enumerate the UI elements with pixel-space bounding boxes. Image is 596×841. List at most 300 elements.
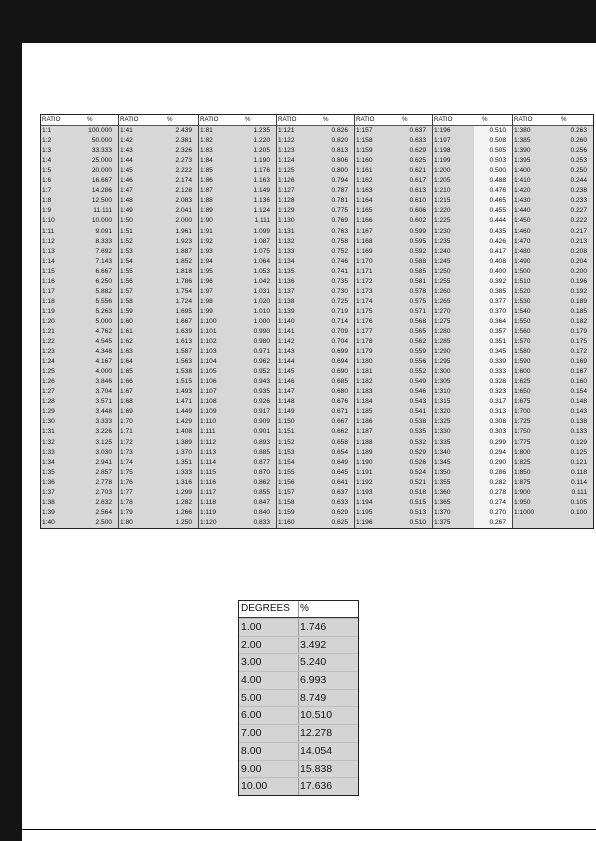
percent-value: 16.667: [91, 177, 112, 185]
ratio-value: 1:345: [434, 458, 451, 466]
ratio-column-group: [199, 115, 277, 528]
ratio-row: [41, 478, 118, 488]
ratio-row: [513, 146, 593, 156]
ratio-value: 1:74: [120, 458, 133, 466]
ratio-value: 1:44: [120, 157, 133, 165]
ratio-value: 1:137: [278, 287, 295, 295]
percent-value: 0.826: [331, 127, 348, 135]
ratio-row: [433, 337, 512, 347]
percent-value: 2.174: [175, 177, 192, 185]
ratio-row: [199, 287, 276, 297]
ratio-row: [119, 176, 198, 186]
ratio-value: 1:220: [434, 207, 451, 215]
ratio-row: [119, 488, 198, 498]
ratio-value: 1:132: [278, 237, 295, 245]
ratio-row: [41, 387, 118, 397]
ratio-value: 1:190: [356, 458, 373, 466]
ratio-value: 1:70: [120, 418, 133, 426]
ratio-row: [119, 458, 198, 468]
percent-value: 0.143: [570, 408, 587, 416]
percent-value: 0.385: [474, 287, 512, 297]
percent-value: 0.704: [331, 338, 348, 346]
ratio-row: [41, 216, 118, 226]
ratio-value: 1:113: [200, 448, 217, 456]
ratio-value: 1:150: [278, 418, 295, 426]
ratio-value: 1:850: [514, 468, 531, 476]
ratio-value: 1:144: [278, 358, 295, 366]
percent-value: 0.685: [331, 378, 348, 386]
ratio-column-header: RATIO: [200, 116, 219, 123]
ratio-row: [119, 317, 198, 327]
percent-value: 0.621: [409, 167, 426, 175]
ratio-row: [199, 267, 276, 277]
ratio-value: 1:36: [42, 478, 55, 486]
ratio-row: [41, 196, 118, 206]
ratio-value: 1:265: [434, 297, 451, 305]
ratio-value: 1:230: [434, 227, 451, 235]
ratio-value: 1:1: [42, 127, 52, 135]
ratio-value: 1:450: [514, 217, 531, 225]
percent-value: 2.857: [95, 468, 112, 476]
ratio-row: [433, 397, 512, 407]
percent-value: 0.167: [570, 368, 587, 376]
percent-value: 0.719: [331, 307, 348, 315]
ratio-row: [199, 337, 276, 347]
percent-value: 1.754: [175, 287, 192, 295]
ratio-value: 1:325: [434, 418, 451, 426]
degrees-row: [239, 777, 358, 795]
percent-value: 0.290: [474, 458, 512, 468]
ratio-value: 1:28: [42, 398, 55, 406]
ratio-value: 1:290: [434, 348, 451, 356]
ratio-value: 1:340: [434, 448, 451, 456]
percent-value: 0.400: [474, 267, 512, 277]
percent-value: 0.855: [253, 488, 270, 496]
percent-value: 0.426: [474, 237, 512, 247]
ratio-row: [513, 458, 593, 468]
percent-value: 3.846: [95, 378, 112, 386]
ratio-row: [433, 427, 512, 437]
ratio-value: 1:56: [120, 277, 133, 285]
ratio-row: [199, 458, 276, 468]
ratio-row: [513, 498, 593, 508]
percent-value: 8.333: [95, 237, 112, 245]
percent-value: 4.545: [95, 338, 112, 346]
ratio-row: [277, 427, 354, 437]
ratio-row: [199, 417, 276, 427]
ratio-value: 1:105: [200, 368, 217, 376]
percent-value: 0.282: [474, 478, 512, 488]
percent-value: 1.724: [175, 297, 192, 305]
ratio-row: [513, 186, 593, 196]
ratio-row: [277, 166, 354, 176]
ratio-row: [277, 176, 354, 186]
percent-value: 0.233: [570, 197, 587, 205]
ratio-value: 1:139: [278, 307, 295, 315]
ratio-value: 1:725: [514, 418, 531, 426]
ratio-value: 1:194: [356, 498, 373, 506]
ratio-row: [41, 267, 118, 277]
percent-value: 0.725: [331, 297, 348, 305]
percent-value: 1.299: [175, 488, 192, 496]
percent-value: 1.205: [253, 147, 270, 155]
percent-value: 50.000: [91, 137, 112, 145]
percent-value: 0.541: [409, 408, 426, 416]
ratio-value: 1:62: [120, 338, 133, 346]
ratio-value: 1:800: [514, 448, 531, 456]
ratio-value: 1:16: [42, 277, 55, 285]
ratio-value: 1:900: [514, 488, 531, 496]
degrees-row: [239, 618, 358, 636]
ratio-value: 1:153: [278, 448, 295, 456]
ratio-row: [433, 347, 512, 357]
ratio-row: [41, 287, 118, 297]
percent-value: 5.000: [95, 317, 112, 325]
percent-value: 0.671: [331, 408, 348, 416]
percent-value: 1.852: [175, 257, 192, 265]
degrees-row: [239, 671, 358, 689]
ratio-value: 1:950: [514, 498, 531, 506]
percent-value: 0.813: [331, 147, 348, 155]
ratio-value: 1:122: [278, 137, 295, 145]
ratio-value: 1:66: [120, 378, 133, 386]
ratio-value: 1:156: [278, 478, 295, 486]
ratio-value: 1:143: [278, 348, 295, 356]
ratio-row: [199, 307, 276, 317]
percent-value: 1.075: [253, 247, 270, 255]
ratio-row: [433, 277, 512, 287]
percent-value: 1.746: [300, 621, 327, 633]
percent-value: 0.260: [570, 137, 587, 145]
page-bottom-edge: [22, 829, 596, 841]
ratio-row: [355, 397, 432, 407]
ratio-value: 1:149: [278, 408, 295, 416]
ratio-value: 1:77: [120, 488, 133, 496]
ratio-value: 1:99: [200, 307, 213, 315]
ratio-value: 1:88: [200, 197, 213, 205]
percent-value: 0.133: [570, 428, 587, 436]
percent-value: 0.208: [570, 247, 587, 255]
ratio-row: [277, 227, 354, 237]
ratio-value: 1:530: [514, 297, 531, 305]
ratio-row: [41, 397, 118, 407]
ratio-value: 1:205: [434, 177, 451, 185]
ratio-value: 1:106: [200, 378, 217, 386]
percent-value: 2.564: [95, 508, 112, 516]
ratio-value: 1:32: [42, 438, 55, 446]
percent-value: 25.000: [91, 157, 112, 165]
percent-value: 0.357: [474, 327, 512, 337]
percent-value: 0.529: [409, 448, 426, 456]
ratio-value: 1:196: [356, 518, 373, 526]
ratio-value: 1:112: [200, 438, 217, 446]
ratio-value: 1:48: [120, 197, 133, 205]
ratio-row: [433, 498, 512, 508]
percent-value: 2.632: [95, 498, 112, 506]
ratio-row: [355, 277, 432, 287]
percent-value: 1.613: [175, 338, 192, 346]
ratio-value: 1:158: [356, 137, 373, 145]
ratio-row: [355, 387, 432, 397]
ratio-value: 1:155: [278, 468, 295, 476]
ratio-value: 1:64: [120, 358, 133, 366]
ratio-row: [355, 247, 432, 257]
ratio-value: 1:146: [278, 378, 295, 386]
percent-value: 0.629: [409, 147, 426, 155]
percent-value: 3.030: [95, 448, 112, 456]
ratio-row: [513, 277, 593, 287]
percent-value: 4.762: [95, 327, 112, 335]
ratio-value: 1:68: [120, 398, 133, 406]
ratio-row: [355, 508, 432, 518]
percent-value: 0.769: [331, 217, 348, 225]
ratio-value: 1:27: [42, 388, 55, 396]
percent-value: 0.885: [253, 448, 270, 456]
percent-value: 0.546: [409, 388, 426, 396]
ratio-row: [277, 438, 354, 448]
percent-value: 0.465: [474, 196, 512, 206]
percent-value: 12.500: [91, 197, 112, 205]
ratio-value: 1:189: [356, 448, 373, 456]
ratio-row: [277, 317, 354, 327]
percent-value: 1.408: [175, 428, 192, 436]
ratio-value: 1:255: [434, 277, 451, 285]
percent-value: 1.282: [175, 498, 192, 506]
ratio-row: [119, 367, 198, 377]
ratio-row: [199, 156, 276, 166]
ratio-row: [355, 478, 432, 488]
ratio-value: 1:98: [200, 297, 213, 305]
degrees-row: [239, 742, 358, 760]
percent-value: 0.676: [331, 398, 348, 406]
ratio-value: 1:136: [278, 277, 295, 285]
ratio-row: [433, 357, 512, 367]
ratio-value: 1:295: [434, 358, 451, 366]
ratio-row: [433, 227, 512, 237]
ratio-column-header: RATIO: [120, 116, 139, 123]
percent-value: 0.709: [331, 327, 348, 335]
ratio-value: 1:38: [42, 498, 55, 506]
ratio-value: 1:93: [200, 247, 213, 255]
percent-value: 5.240: [300, 656, 327, 669]
ratio-value: 1:148: [278, 398, 295, 406]
percent-value: 1.176: [253, 167, 270, 175]
ratio-row: [433, 468, 512, 478]
percent-value: 1.316: [175, 478, 192, 486]
percent-value: 1.429: [175, 418, 192, 426]
percent-value: 0.100: [570, 508, 587, 516]
percent-value: 0.196: [570, 277, 587, 285]
ratio-row: [355, 327, 432, 337]
ratio-row: [41, 438, 118, 448]
percent-value: 6.993: [300, 674, 327, 687]
percent-value: 0.270: [474, 508, 512, 518]
ratio-row: [277, 267, 354, 277]
ratio-row: [277, 518, 354, 528]
percent-value: 0.299: [474, 438, 512, 448]
ratio-value: 1:67: [120, 388, 133, 396]
ratio-row: [119, 508, 198, 518]
ratio-value: 1:157: [356, 127, 373, 135]
ratio-row: [433, 438, 512, 448]
ratio-row: [119, 287, 198, 297]
ratio-row: [513, 478, 593, 488]
ratio-value: 1:60: [120, 317, 133, 325]
degrees-row: [239, 760, 358, 778]
ratio-row: [277, 407, 354, 417]
ratio-value: 1:159: [278, 508, 295, 516]
ratio-row: [277, 458, 354, 468]
ratio-row: [433, 488, 512, 498]
ratio-row: [513, 196, 593, 206]
percent-value: 0.552: [409, 368, 426, 376]
ratio-value: 1:114: [200, 458, 217, 466]
ratio-value: 1:410: [514, 177, 531, 185]
percent-value: 0.592: [409, 247, 426, 255]
percent-value: 14.054: [300, 744, 333, 757]
ratio-value: 1:29: [42, 408, 55, 416]
ratio-value: 1:128: [278, 197, 295, 205]
ratio-row: [355, 438, 432, 448]
percent-column-header: %: [87, 116, 93, 123]
ratio-value: 1:7: [42, 187, 52, 195]
percent-value: 0.508: [474, 136, 512, 146]
ratio-value: 1:183: [356, 388, 373, 396]
ratio-row: [199, 227, 276, 237]
ratio-value: 1:40: [42, 518, 55, 526]
percent-column-header: %: [167, 116, 173, 123]
ratio-row: [355, 317, 432, 327]
ratio-value: 1:63: [120, 348, 133, 356]
percent-value: 0.125: [570, 448, 587, 456]
percent-value: 0.952: [253, 368, 270, 376]
ratio-row: [433, 216, 512, 226]
ratio-row: [119, 407, 198, 417]
percent-value: 0.565: [409, 327, 426, 335]
ratio-value: 1:55: [120, 267, 133, 275]
percent-value: 0.510: [409, 518, 426, 526]
ratio-row: [277, 357, 354, 367]
ratio-value: 1:825: [514, 458, 531, 466]
percent-value: 1.695: [175, 307, 192, 315]
percent-value: 1.020: [253, 297, 270, 305]
ratio-row: [513, 387, 593, 397]
ratio-value: 1:169: [356, 247, 373, 255]
percent-value: 0.806: [331, 157, 348, 165]
ratio-value: 1:320: [434, 408, 451, 416]
ratio-value: 1:12: [42, 237, 55, 245]
ratio-value: 1:121: [278, 127, 295, 135]
percent-value: 0.351: [474, 337, 512, 347]
percent-value: 14.286: [91, 187, 112, 195]
percent-value: 0.253: [570, 157, 587, 165]
ratio-row: [433, 317, 512, 327]
ratio-value: 1:86: [200, 177, 213, 185]
percent-value: 0.513: [409, 508, 426, 516]
ratio-value: 1:430: [514, 197, 531, 205]
percent-value: 0.641: [331, 478, 348, 486]
percent-value: 0.571: [409, 307, 426, 315]
ratio-row: [119, 327, 198, 337]
degrees-value: 6.00: [239, 707, 299, 724]
ratio-value: 1:365: [434, 498, 451, 506]
ratio-row: [41, 327, 118, 337]
ratio-row: [199, 297, 276, 307]
percent-value: 1.163: [253, 177, 270, 185]
ratio-value: 1:14: [42, 257, 55, 265]
ratio-row: [277, 488, 354, 498]
ratio-value: 1:117: [200, 488, 217, 496]
ratio-value: 1:47: [120, 187, 133, 195]
ratio-row: [513, 257, 593, 267]
percent-value: 1.000: [253, 317, 270, 325]
ratio-row: [277, 277, 354, 287]
percent-value: 0.840: [253, 508, 270, 516]
percent-value: 33.333: [91, 147, 112, 155]
ratio-value: 1:235: [434, 237, 451, 245]
ratio-row: [355, 367, 432, 377]
ratio-value: 1:20: [42, 317, 55, 325]
ratio-value: 1:590: [514, 358, 531, 366]
percent-value: 0.524: [409, 468, 426, 476]
ratio-value: 1:129: [278, 207, 295, 215]
percent-value: 1.136: [253, 197, 270, 205]
ratio-value: 1:5: [42, 167, 52, 175]
ratio-row: [119, 498, 198, 508]
ratio-value: 1:168: [356, 237, 373, 245]
percent-value: 0.909: [253, 418, 270, 426]
percent-value: 0.417: [474, 247, 512, 257]
percent-value: 0.148: [570, 398, 587, 406]
ratio-value: 1:123: [278, 147, 295, 155]
percent-value: 3.125: [95, 438, 112, 446]
ratio-row: [355, 287, 432, 297]
ratio-row: [41, 468, 118, 478]
ratio-row: [199, 438, 276, 448]
ratio-row: [513, 317, 593, 327]
ratio-row: [199, 196, 276, 206]
ratio-row: [355, 407, 432, 417]
ratio-row: [277, 417, 354, 427]
ratio-row: [199, 427, 276, 437]
ratio-value: 1:50: [120, 217, 133, 225]
ratio-value: 1:159: [356, 147, 373, 155]
percent-value: 0.515: [409, 498, 426, 506]
percent-value: 0.629: [331, 508, 348, 516]
percent-value: 0.339: [474, 357, 512, 367]
ratio-value: 1:142: [278, 338, 295, 346]
percent-value: 0.200: [570, 267, 587, 275]
ratio-row: [513, 357, 593, 367]
percent-value: 0.654: [331, 448, 348, 456]
ratio-row: [355, 307, 432, 317]
ratio-row: [199, 397, 276, 407]
ratio-row: [513, 166, 593, 176]
ratio-row: [355, 176, 432, 186]
ratio-value: 1:84: [200, 157, 213, 165]
ratio-row: [41, 297, 118, 307]
ratio-row: [513, 216, 593, 226]
degrees-row: [239, 636, 358, 654]
ratio-column-group: [41, 115, 119, 528]
percent-value: 12.278: [300, 727, 333, 740]
percent-value: 3.492: [300, 638, 327, 651]
ratio-row: [433, 327, 512, 337]
percent-value: 0.510: [474, 126, 512, 136]
ratio-row: [277, 146, 354, 156]
percent-value: 0.787: [331, 187, 348, 195]
ratio-value: 1:580: [514, 348, 531, 356]
